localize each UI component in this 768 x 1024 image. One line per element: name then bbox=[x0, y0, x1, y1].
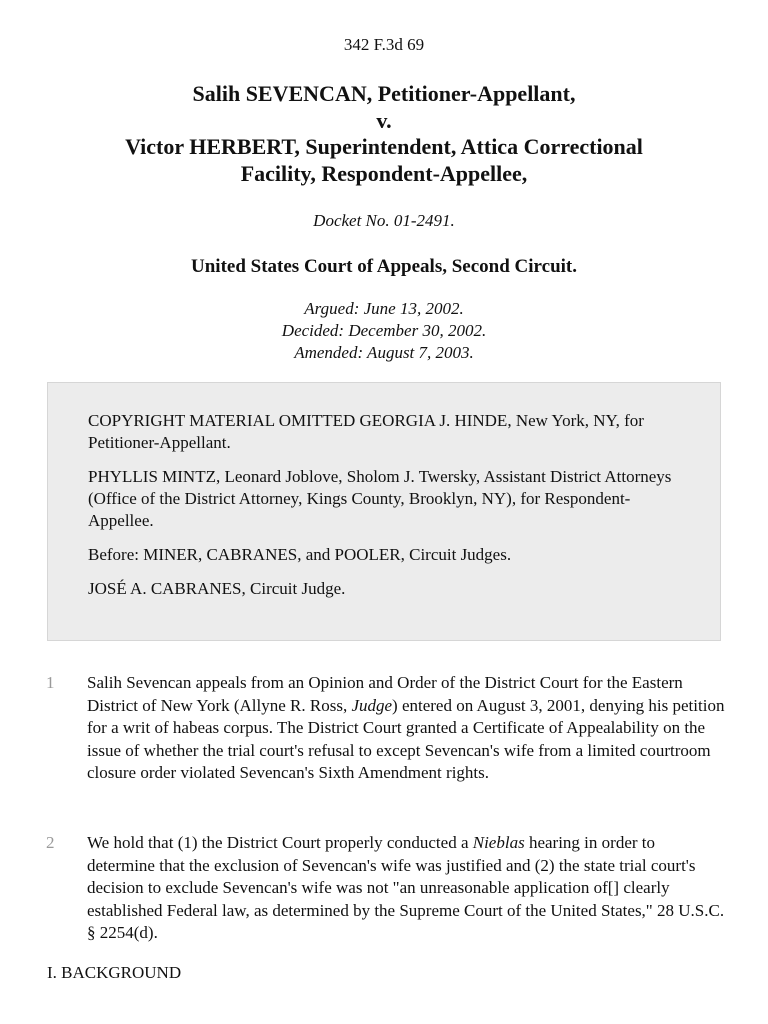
amended-date: Amended: August 7, 2003. bbox=[294, 343, 474, 362]
docket-number: Docket No. 01-2491. bbox=[313, 211, 455, 230]
paragraph-text-segment: hearing in order to determine that the exclusion of Sevencan's wife was justified and (2) the state trial court's decision to exclude Sevencan's wife was not "an unreasonable application of[] clearly established Federal law, as determined by the Supreme Court of the United States," 28 U.S.C. § 2254(d). bbox=[87, 833, 725, 943]
paragraph-text-segment: Salih Sevencan appeals from an Opinion and Order of the District Court for the Eastern District of New York (Allyne R. Ross, bbox=[87, 673, 683, 715]
caption-respondent-line2: Facility, Respondent-Appellee, bbox=[240, 160, 528, 186]
counsel-respondent: PHYLLIS MINTZ, Leonard Joblove, Sholom J. Twersky, Assistant District Attorneys (Office of the District Attorney, Kings County, Brooklyn, NY), for Respondent-Appellee. bbox=[88, 467, 672, 530]
caption-petitioner: Salih SEVENCAN, Petitioner-Appellant, bbox=[192, 81, 576, 106]
case-caption bbox=[0, 81, 768, 187]
court-name: United States Court of Appeals, Second Circuit. bbox=[191, 256, 577, 277]
counsel-petitioner: COPYRIGHT MATERIAL OMITTED GEORGIA J. HINDE, New York, NY, for Petitioner-Appellant. bbox=[88, 411, 644, 452]
section-heading: I. BACKGROUND bbox=[47, 963, 182, 982]
paragraph-italic-segment: Judge bbox=[351, 695, 393, 715]
opinion-author: JOSÉ A. CABRANES, Circuit Judge. bbox=[88, 579, 346, 598]
counsel-box bbox=[47, 382, 721, 641]
caption-respondent-line1: Victor HERBERT, Superintendent, Attica Correctional bbox=[125, 134, 643, 159]
paragraph-number: 1 bbox=[46, 673, 55, 692]
panel-judges: Before: MINER, CABRANES, and POOLER, Circuit Judges. bbox=[88, 545, 512, 564]
paragraph-text-segment: ) entered on August 3, 2001, denying his petition for a writ of habeas corpus. The District Court granted a Certificate of Appealability on the issue of whether the trial court's refusal to except Sevencan's wife from a limited courtroom closure order violated Sevencan's Sixth Amendment rights. bbox=[87, 695, 725, 783]
citation: 342 F.3d 69 bbox=[343, 35, 425, 54]
paragraph-text bbox=[87, 832, 727, 945]
paragraph-italic-segment: Nieblas bbox=[472, 833, 525, 852]
argued-date: Argued: June 13, 2002. bbox=[304, 299, 464, 318]
paragraph-number: 2 bbox=[46, 833, 55, 852]
caption-versus: v. bbox=[376, 107, 392, 133]
paragraph-text-segment: We hold that (1) the District Court properly conducted a bbox=[87, 833, 473, 852]
paragraph-text bbox=[87, 672, 727, 785]
decided-date: Decided: December 30, 2002. bbox=[281, 321, 487, 340]
case-dates bbox=[0, 298, 768, 364]
